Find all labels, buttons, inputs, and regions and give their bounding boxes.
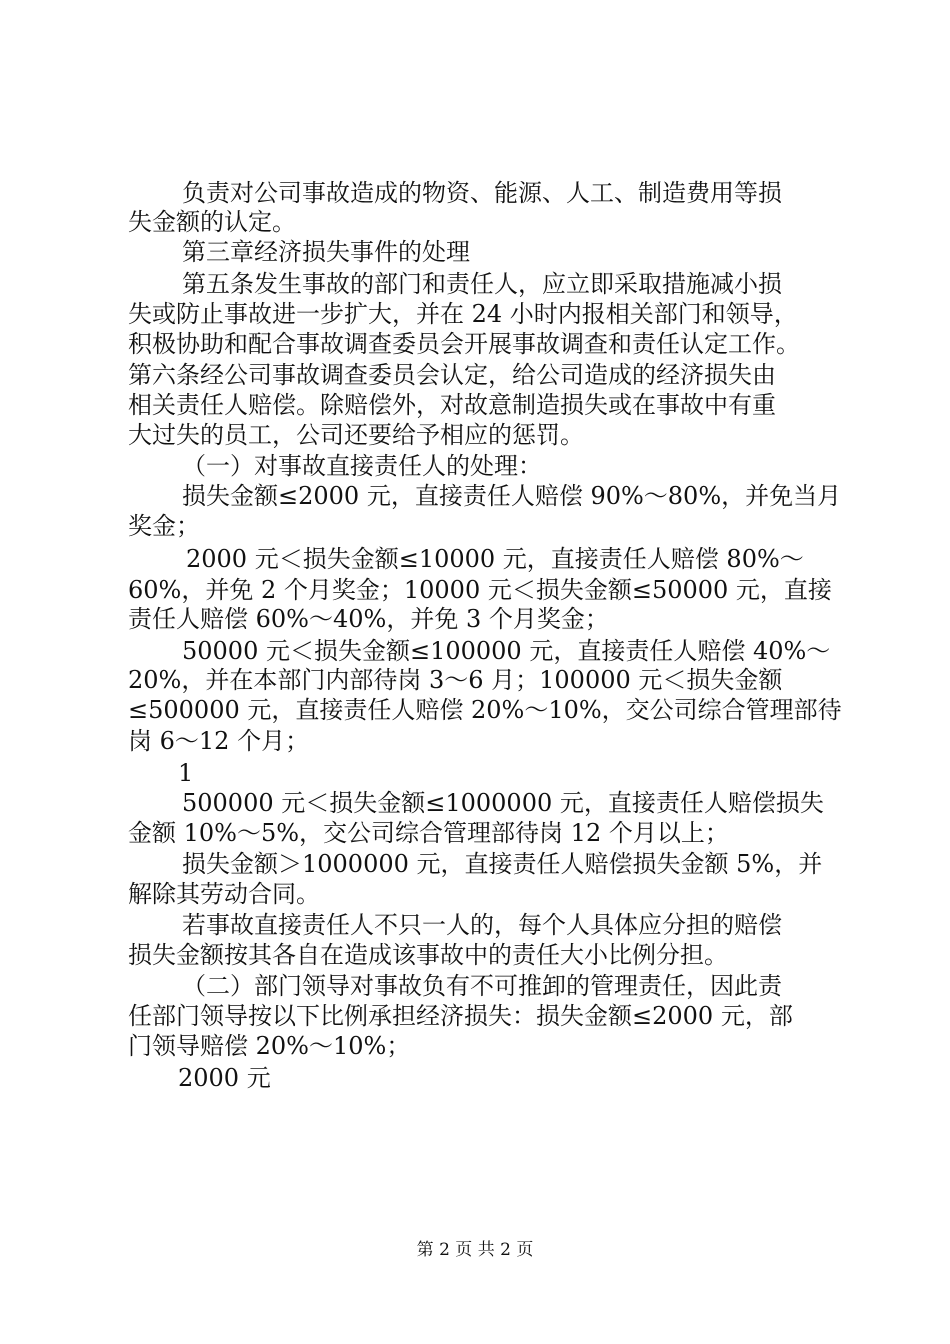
- text-line: 相关责任人赔偿。除赔偿外，对故意制造损失或在事故中有重: [128, 391, 776, 419]
- text-line: 失或防止事故进一步扩大，并在 24 小时内报相关部门和领导，: [128, 300, 798, 328]
- page-footer: 第 2 页 共 2 页: [416, 1240, 534, 1260]
- text-line: 损失金额按其各自在造成该事故中的责任大小比例分担。: [128, 941, 728, 969]
- text-line: 门领导赔偿 20%～10%；: [128, 1032, 411, 1060]
- text-line: 60%，并免 2 个月奖金；10000 元＜损失金额≤50000 元，直接: [128, 576, 832, 604]
- text-line: 2000 元＜损失金额≤10000 元，直接责任人赔偿 80%～: [186, 545, 804, 573]
- text-line: 2000 元: [178, 1064, 271, 1092]
- text-line: 损失金额≤2000 元，直接责任人赔偿 90%～80%，并免当月: [182, 482, 842, 510]
- text-line: 若事故直接责任人不只一人的，每个人具体应分担的赔偿: [182, 911, 782, 939]
- text-line: 失金额的认定。: [128, 208, 296, 236]
- text-line: 大过失的员工，公司还要给予相应的惩罚。: [128, 421, 584, 449]
- section-heading: 第三章经济损失事件的处理: [182, 238, 470, 266]
- text-line: ≤500000 元，直接责任人赔偿 20%～10%，交公司综合管理部待: [128, 696, 842, 724]
- text-line: 50000 元＜损失金额≤100000 元，直接责任人赔偿 40%～: [182, 637, 831, 665]
- text-line: 岗 6～12 个月；: [128, 727, 310, 755]
- text-line: 第六条经公司事故调查委员会认定，给公司造成的经济损失由: [128, 361, 776, 389]
- text-line: （一）对事故直接责任人的处理：: [182, 452, 542, 480]
- text-line: 500000 元＜损失金额≤1000000 元，直接责任人赔偿损失: [182, 789, 824, 817]
- text-line: 解除其劳动合同。: [128, 880, 320, 908]
- text-line: 损失金额＞1000000 元，直接责任人赔偿损失金额 5%，并: [182, 850, 823, 878]
- text-line: 积极协助和配合事故调查委员会开展事故调查和责任认定工作。: [128, 330, 800, 358]
- text-line: 任部门领导按以下比例承担经济损失：损失金额≤2000 元，部: [128, 1002, 793, 1030]
- text-line: 奖金；: [128, 512, 200, 540]
- text-line: 负责对公司事故造成的物资、能源、人工、制造费用等损: [182, 179, 782, 207]
- text-line: 20%，并在本部门内部待岗 3～6 月；100000 元＜损失金额: [128, 666, 783, 694]
- page-number-marker: 1: [178, 759, 194, 787]
- text-line: 金额 10%～5%，交公司综合管理部待岗 12 个月以上；: [128, 819, 729, 847]
- text-line: 责任人赔偿 60%～40%，并免 3 个月奖金；: [128, 605, 609, 633]
- text-line: 第五条发生事故的部门和责任人，应立即采取措施减小损: [182, 270, 782, 298]
- text-line: （二）部门领导对事故负有不可推卸的管理责任，因此责: [182, 972, 782, 1000]
